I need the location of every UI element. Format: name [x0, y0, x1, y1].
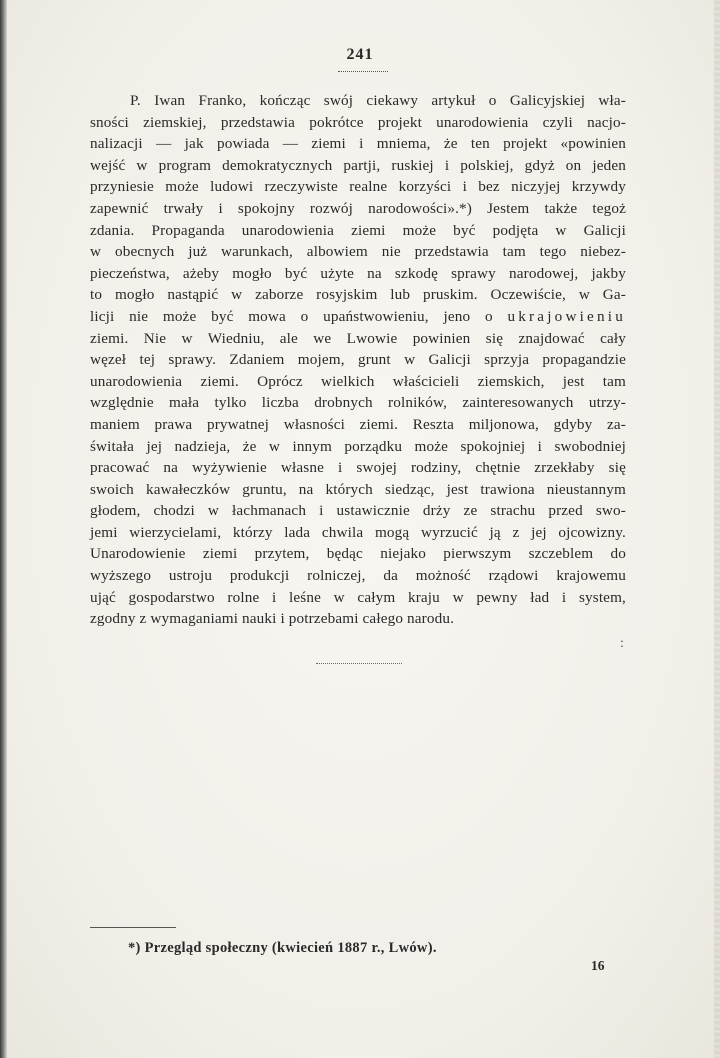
spaced-emphasis-word: ukrajowieniu	[507, 307, 626, 325]
section-divider	[316, 663, 402, 664]
text-line: zapewnić trwały i spokojny rozwój narodowości».*) Jestem także tegoż	[90, 199, 626, 217]
text-line: zdania. Propaganda unarodowienia ziemi może być podjęta w Galicji	[90, 221, 626, 239]
text-line-with-spaced-word	[90, 306, 626, 328]
page-number: 241	[346, 46, 374, 63]
text-line: swoich kawałeczków gruntu, na których siedząc, jest trawiona nieustannym	[90, 480, 626, 498]
binding-shadow	[0, 0, 7, 1058]
text-line: względnie mała tylko liczba drobnych rolników, zainteresowanych utrzy-	[90, 394, 626, 412]
text-line: nalizacji — jak powiada — ziemi i mniema, że ten projekt «powinien	[90, 135, 626, 153]
text-line: Unarodowienie ziemi przytem, będąc niejako pierwszym szczeblem do	[90, 545, 626, 563]
text-line: świtała jej nadzieja, że w innym porządku może spokojniej i swobodniej	[90, 437, 626, 455]
text-fragment: licji nie może być mowa o upaństwowieniu, jeno o	[90, 307, 493, 325]
text-line: wyższego ustroju produkcji rolniczej, da możność rządowi krajowemu	[90, 567, 626, 585]
text-line: pieczeństwa, ażeby mogło być użyte na szkodę sprawy narodowej, jakby	[90, 264, 626, 282]
text-line: ująć gospodarstwo rolne i leśne w całym kraju w pewny ład i system,	[90, 588, 626, 606]
footnote-separator	[90, 927, 176, 928]
text-line: to mogło nastąpić w zaborze rosyjskim lub pruskim. Oczewiście, w Ga-	[90, 286, 626, 304]
text-line: pracować na wyżywienie własne i swojej rodziny, chętnie zrzekłaby się	[90, 459, 626, 477]
text-line: unarodowienia ziemi. Oprócz wielkich właścicieli ziemskich, jest tam	[90, 372, 626, 390]
text-line: maniem prawa prywatnej własności ziemi. Reszta miljonowa, gdyby za-	[90, 415, 626, 433]
printer-signature-mark: 16	[591, 958, 605, 973]
footnote: *) Przegląd społeczny (kwiecień 1887 r., Lwów).	[128, 940, 437, 956]
text-line: P. Iwan Franko, kończąc swój ciekawy artykuł o Galicyjskiej wła-	[130, 92, 626, 109]
text-line: w obecnych już warunkach, albowiem nie przedstawia tam tego niebez-	[90, 243, 626, 261]
text-line: zgodny z wymaganiami nauki i potrzebami całego narodu.	[90, 610, 455, 628]
page-number-underline	[338, 71, 388, 72]
text-line: głodem, chodzi w łachmanach i ustawicznie drży ze strachu przed swo-	[90, 502, 626, 520]
text-line: jemi wierzycielami, którzy lada chwila mogą wyrzucić ją z jej ojcowizny.	[90, 523, 626, 541]
text-line: wejść w program demokratycznych partji, ruskiej i polskiej, gdyż on jeden	[90, 156, 626, 174]
text-line: przyniesie może ludowi rzeczywiste realne korzyści i bez niczyjej krzywdy	[90, 178, 626, 196]
text-line: sności ziemskiej, przedstawia pokrótce projekt unarodowienia czyli nacjo-	[90, 113, 626, 131]
stray-mark: :	[620, 636, 624, 651]
page-edge	[714, 0, 720, 1058]
body-paragraph	[90, 90, 626, 630]
text-line: ziemi. Nie w Wiedniu, ale we Lwowie powinien się znajdować cały	[90, 329, 626, 347]
text-line: węzeł tej sprawy. Zdaniem mojem, grunt w Galicji sprzyja propagandzie	[90, 351, 626, 369]
